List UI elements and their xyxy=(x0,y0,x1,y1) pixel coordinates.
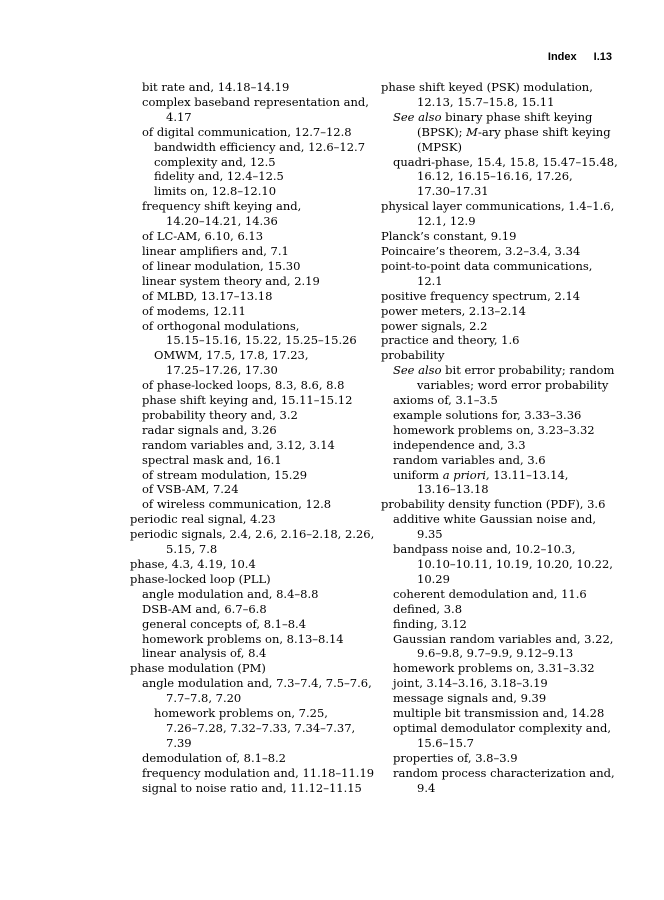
entry-text: power meters, 2.13–2.14 xyxy=(381,303,526,318)
entry-text: of wireless communication, 12.8 xyxy=(142,497,332,512)
entry-text: power signals, 2.2 xyxy=(381,318,488,333)
entry-text: random variables and, 3.12, 3.14 xyxy=(142,437,335,452)
entry-text: of phase-locked loops, 8.3, 8.6, 8.8 xyxy=(142,378,345,393)
entry-text: frequency shift keying and, xyxy=(142,199,302,214)
entry-text: frequency modulation and, 11.18–11.19 xyxy=(142,765,375,780)
index-entry xyxy=(381,199,621,214)
entry-text: of linear modulation, 15.30 xyxy=(142,258,301,273)
entry-text: signal to noise ratio and, 11.12–11.15 xyxy=(142,780,362,795)
index-entry xyxy=(130,289,380,304)
index-entry xyxy=(381,557,621,572)
entry-text: 5.15, 7.8 xyxy=(166,542,218,557)
index-entry xyxy=(381,333,621,348)
entry-text: positive frequency spectrum, 2.14 xyxy=(381,288,581,303)
index-entry xyxy=(130,751,380,766)
entry-text: homework problems on, 3.23–3.32 xyxy=(393,422,595,437)
index-entry xyxy=(130,378,380,393)
index-entry xyxy=(130,184,380,199)
entry-text: of orthogonal modulations, xyxy=(142,318,300,333)
index-entry xyxy=(130,527,380,542)
index-entry xyxy=(381,661,621,676)
entry-text: binary phase shift keying xyxy=(441,109,593,124)
index-entry xyxy=(381,125,621,140)
entry-text: 16.12, 16.15–16.16, 17.26, xyxy=(417,169,573,184)
entry-text: 15.6–15.7 xyxy=(417,735,474,750)
entry-text: phase, 4.3, 4.19, 10.4 xyxy=(130,557,256,571)
entry-text: 12.1 xyxy=(417,273,443,288)
page-number: I.13 xyxy=(593,51,612,63)
entry-text: 7.7–7.8, 7.20 xyxy=(166,691,242,706)
index-entry xyxy=(381,766,621,781)
entry-text: axioms of, 3.1–3.5 xyxy=(393,393,498,408)
index-entry xyxy=(381,80,621,95)
index-entry xyxy=(130,453,380,468)
index-entry xyxy=(130,602,380,617)
index-entry xyxy=(130,169,380,184)
index-entry xyxy=(130,140,380,155)
entry-text: phase shift keyed (PSK) modulation, xyxy=(381,80,593,94)
index-entry xyxy=(130,676,380,691)
entry-text: demodulation of, 8.1–8.2 xyxy=(142,750,286,765)
entry-see-also: See also xyxy=(393,363,442,378)
index-entry xyxy=(130,304,380,319)
index-entry xyxy=(381,140,621,155)
index-entry xyxy=(381,587,621,602)
entry-text: of digital communication, 12.7–12.8 xyxy=(142,124,352,139)
entry-text: spectral mask and, 16.1 xyxy=(142,452,282,467)
index-entry xyxy=(130,438,380,453)
index-entry xyxy=(381,676,621,691)
entry-text: message signals and, 9.39 xyxy=(393,691,547,706)
entry-text: Planck’s constant, 9.19 xyxy=(381,229,517,244)
index-entry xyxy=(381,751,621,766)
index-entry xyxy=(381,572,621,587)
entry-text: 9.35 xyxy=(417,527,443,542)
index-column-left xyxy=(130,80,380,796)
index-entry xyxy=(381,691,621,706)
index-entry xyxy=(381,289,621,304)
entry-text: phase-locked loop (PLL) xyxy=(130,571,271,586)
entry-text: joint, 3.14–3.16, 3.18–3.19 xyxy=(393,676,548,691)
entry-text: 4.17 xyxy=(166,109,192,124)
entry-text: periodic signals, 2.4, 2.6, 2.16–2.18, 2.26, xyxy=(130,527,375,542)
index-entry xyxy=(130,348,380,363)
index-entry xyxy=(130,468,380,483)
entry-text: complex baseband representation and, xyxy=(142,94,369,109)
index-entry xyxy=(130,587,380,602)
index-entry xyxy=(381,110,621,125)
index-entry xyxy=(381,214,621,229)
index-entry xyxy=(130,110,380,125)
entry-text: 14.20–14.21, 14.36 xyxy=(166,214,278,229)
entry-text: (MPSK) xyxy=(417,139,462,154)
index-entry xyxy=(130,572,380,587)
entry-text: 12.13, 15.7–15.8, 15.11 xyxy=(417,94,555,109)
index-entry xyxy=(130,155,380,170)
index-entry xyxy=(381,497,621,512)
entry-text: Gaussian random variables and, 3.22, xyxy=(393,631,614,646)
index-entry xyxy=(130,363,380,378)
index-entry xyxy=(381,527,621,542)
entry-text: linear amplifiers and, 7.1 xyxy=(142,243,289,258)
entry-text: -ary phase shift keying xyxy=(477,124,611,139)
entry-text: angle modulation and, 7.3–7.4, 7.5–7.6, xyxy=(142,676,372,691)
entry-text: of MLBD, 13.17–13.18 xyxy=(142,288,273,303)
index-entry xyxy=(130,244,380,259)
entry-text: of LC-AM, 6.10, 6.13 xyxy=(142,229,264,244)
entry-text: independence and, 3.3 xyxy=(393,437,526,452)
entry-text: Poincaire’s theorem, 3.2–3.4, 3.34 xyxy=(381,243,581,258)
entry-italic: M xyxy=(466,124,478,139)
index-entry xyxy=(130,706,380,721)
index-entry xyxy=(130,80,380,95)
index-entry xyxy=(381,95,621,110)
index-entry xyxy=(130,721,380,736)
index-entry xyxy=(381,646,621,661)
index-entry xyxy=(130,319,380,334)
entry-text: homework problems on, 7.25, xyxy=(154,706,328,721)
index-entry xyxy=(130,423,380,438)
index-column-right xyxy=(381,80,621,796)
index-entry xyxy=(130,632,380,647)
index-entry xyxy=(381,482,621,497)
entry-text: point-to-point data communications, xyxy=(381,258,593,273)
index-entry xyxy=(381,423,621,438)
entry-text: random process characterization and, xyxy=(393,765,615,780)
entry-text: periodic real signal, 4.23 xyxy=(130,512,276,527)
entry-text: 9.6–9.8, 9.7–9.9, 9.12–9.13 xyxy=(417,646,574,661)
index-entry xyxy=(381,781,621,796)
index-entry xyxy=(381,542,621,557)
index-entry xyxy=(381,184,621,199)
entry-text: radar signals and, 3.26 xyxy=(142,422,277,437)
entry-text: general concepts of, 8.1–8.4 xyxy=(142,616,307,631)
index-entry xyxy=(381,378,621,393)
index-entry xyxy=(381,259,621,274)
entry-text: uniform xyxy=(393,467,443,482)
entry-text: 7.39 xyxy=(166,735,192,750)
entry-text: angle modulation and, 8.4–8.8 xyxy=(142,586,319,601)
entry-text: example solutions for, 3.33–3.36 xyxy=(393,407,582,422)
index-entry xyxy=(130,781,380,796)
entry-text: (BPSK); xyxy=(417,124,467,139)
index-entry xyxy=(130,646,380,661)
entry-text: 13.11–13.14, xyxy=(489,467,569,482)
entry-text: bandwidth efficiency and, 12.6–12.7 xyxy=(154,139,366,154)
index-entry xyxy=(381,274,621,289)
index-entry xyxy=(130,557,380,572)
index-entry xyxy=(381,721,621,736)
entry-text: practice and theory, 1.6 xyxy=(381,333,520,348)
entry-text: bit rate and, 14.18–14.19 xyxy=(142,80,290,94)
index-entry xyxy=(130,199,380,214)
index-entry xyxy=(130,542,380,557)
entry-text: 17.30–17.31 xyxy=(417,184,489,199)
entry-text: fidelity and, 12.4–12.5 xyxy=(154,169,284,184)
index-entry xyxy=(381,617,621,632)
entry-text: phase shift keying and, 15.11–15.12 xyxy=(142,393,353,408)
entry-text: linear analysis of, 8.4 xyxy=(142,646,267,661)
entry-text: DSB-AM and, 6.7–6.8 xyxy=(142,601,267,616)
entry-italic: a priori, xyxy=(442,467,490,482)
index-entry xyxy=(381,319,621,334)
index-entry xyxy=(381,155,621,170)
header-title: Index xyxy=(547,51,577,63)
entry-text: complexity and, 12.5 xyxy=(154,154,276,169)
index-entry xyxy=(381,736,621,751)
entry-text: bandpass noise and, 10.2–10.3, xyxy=(393,542,576,557)
index-entry xyxy=(381,244,621,259)
entry-text: probability density function (PDF), 3.6 xyxy=(381,497,606,512)
index-entry xyxy=(130,214,380,229)
index-entry xyxy=(130,497,380,512)
index-entry xyxy=(381,169,621,184)
entry-text: probability theory and, 3.2 xyxy=(142,407,298,422)
entry-text: 13.16–13.18 xyxy=(417,482,489,497)
index-entry xyxy=(381,229,621,244)
entry-text: limits on, 12.8–12.10 xyxy=(154,184,277,199)
index-entry xyxy=(381,512,621,527)
entry-text: homework problems on, 8.13–8.14 xyxy=(142,631,344,646)
entry-text: quadri-phase, 15.4, 15.8, 15.47–15.48, xyxy=(393,154,618,169)
index-entry xyxy=(381,438,621,453)
index-entry xyxy=(130,393,380,408)
index-entry xyxy=(381,304,621,319)
index-entry xyxy=(381,453,621,468)
entry-text: of VSB-AM, 7.24 xyxy=(142,482,239,497)
index-entry xyxy=(130,95,380,110)
entry-text: coherent demodulation and, 11.6 xyxy=(393,586,587,601)
index-entry xyxy=(381,706,621,721)
index-entry xyxy=(381,348,621,363)
entry-text: 10.10–10.11, 10.19, 10.20, 10.22, xyxy=(417,557,613,571)
index-entry xyxy=(130,408,380,423)
entry-text: multiple bit transmission and, 14.28 xyxy=(393,706,605,721)
entry-text: bit error probability; random xyxy=(441,363,615,378)
index-entry xyxy=(130,766,380,781)
entry-text: homework problems on, 3.31–3.32 xyxy=(393,661,595,676)
index-entry xyxy=(381,363,621,378)
entry-text: of stream modulation, 15.29 xyxy=(142,467,308,482)
entry-text: probability xyxy=(381,348,445,363)
index-entry xyxy=(130,512,380,527)
entry-text: optimal demodulator complexity and, xyxy=(393,720,612,735)
index-entry xyxy=(130,229,380,244)
entry-text: finding, 3.12 xyxy=(393,616,467,631)
entry-text: random variables and, 3.6 xyxy=(393,452,546,467)
entry-text: 15.15–15.16, 15.22, 15.25–15.26 xyxy=(166,333,357,348)
entry-text: physical layer communications, 1.4–1.6, xyxy=(381,199,615,214)
index-entry xyxy=(130,333,380,348)
index-entry xyxy=(130,274,380,289)
index-entry xyxy=(381,393,621,408)
index-entry xyxy=(130,482,380,497)
entry-text: additive white Gaussian noise and, xyxy=(393,512,597,527)
index-entry xyxy=(130,125,380,140)
entry-text: 10.29 xyxy=(417,571,450,586)
entry-text: variables; word error probability xyxy=(417,378,609,393)
index-entry xyxy=(130,617,380,632)
index-entry xyxy=(130,259,380,274)
index-entry xyxy=(381,408,621,423)
entry-text: 17.25–17.26, 17.30 xyxy=(166,363,278,378)
entry-text: defined, 3.8 xyxy=(393,601,463,616)
index-entry xyxy=(381,632,621,647)
index-entry xyxy=(381,602,621,617)
entry-text: 12.1, 12.9 xyxy=(417,214,476,229)
index-entry xyxy=(130,736,380,751)
entry-text: linear system theory and, 2.19 xyxy=(142,273,320,288)
entry-text: of modems, 12.11 xyxy=(142,303,246,318)
entry-text: properties of, 3.8–3.9 xyxy=(393,750,518,765)
index-entry xyxy=(381,468,621,483)
entry-text: phase modulation (PM) xyxy=(130,661,266,676)
index-entry xyxy=(130,661,380,676)
entry-text: 9.4 xyxy=(417,780,436,795)
index-entry xyxy=(130,691,380,706)
entry-see-also: See also xyxy=(393,109,442,124)
running-header xyxy=(548,51,612,63)
entry-text: OMWM, 17.5, 17.8, 17.23, xyxy=(154,348,309,363)
entry-text: 7.26–7.28, 7.32–7.33, 7.34–7.37, xyxy=(166,720,356,735)
